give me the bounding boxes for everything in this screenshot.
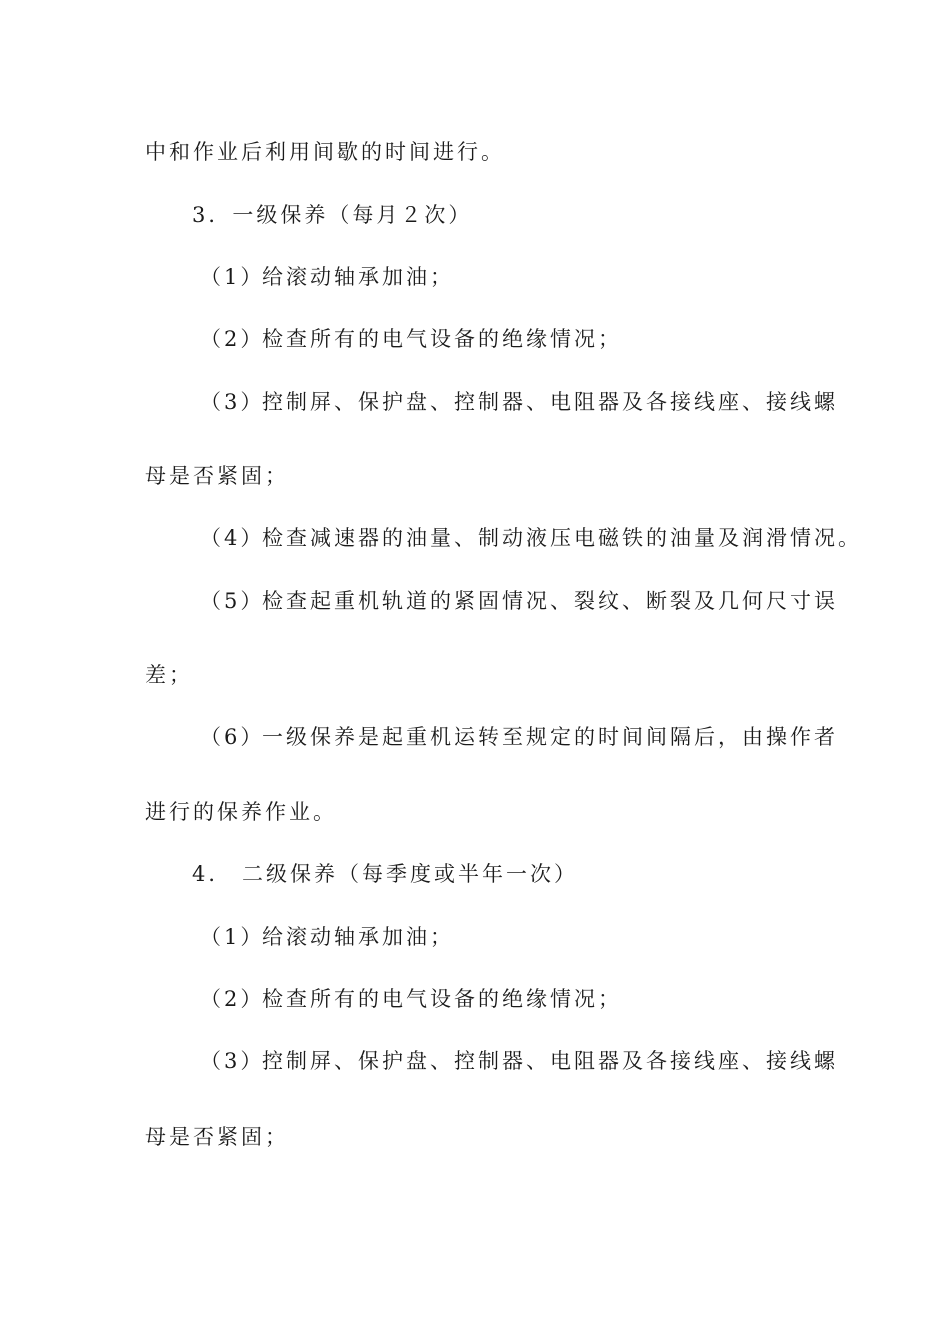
list-number: （4） <box>200 526 265 550</box>
list-item <box>200 525 862 551</box>
list-item <box>200 924 454 950</box>
section-heading-level-1-maintenance: 3．一级保养（每月２次） <box>192 203 473 227</box>
list-item <box>200 724 838 750</box>
list-text: 控制屏、保护盘、控制器、电阻器及各接线座、接线螺 <box>262 1049 838 1073</box>
list-number: （3） <box>200 1049 265 1073</box>
list-item <box>200 986 622 1012</box>
section-heading-level-2-maintenance: 4． 二级保养（每季度或半年一次） <box>192 862 579 886</box>
paragraph-continuation: 中和作业后利用间歇的时间进行。 <box>145 140 505 164</box>
list-item <box>200 389 838 415</box>
list-item-continuation: 差； <box>145 663 193 687</box>
list-item-continuation: 母是否紧固； <box>145 1125 289 1149</box>
list-text: 检查减速器的油量、制动液压电磁铁的油量及润滑情况。 <box>262 526 862 550</box>
list-item <box>200 588 838 614</box>
list-number: （1） <box>200 925 265 949</box>
list-number: （6） <box>200 725 265 749</box>
list-item <box>200 326 622 352</box>
list-number: （2） <box>200 987 265 1011</box>
list-text: 给滚动轴承加油； <box>262 925 454 949</box>
list-number: （3） <box>200 390 265 414</box>
list-number: （2） <box>200 327 265 351</box>
list-text: 检查所有的电气设备的绝缘情况； <box>262 327 622 351</box>
list-text: 检查起重机轨道的紧固情况、裂纹、断裂及几何尺寸误 <box>262 589 838 613</box>
list-item <box>200 1048 838 1074</box>
list-item <box>200 264 454 290</box>
list-text: 给滚动轴承加油； <box>262 265 454 289</box>
list-text: 一级保养是起重机运转至规定的时间间隔后，由操作者 <box>262 725 838 749</box>
list-item-continuation: 母是否紧固； <box>145 464 289 488</box>
list-text: 控制屏、保护盘、控制器、电阻器及各接线座、接线螺 <box>262 390 838 414</box>
list-text: 检查所有的电气设备的绝缘情况； <box>262 987 622 1011</box>
list-number: （1） <box>200 265 265 289</box>
list-number: （5） <box>200 589 265 613</box>
list-item-continuation: 进行的保养作业。 <box>145 800 337 824</box>
